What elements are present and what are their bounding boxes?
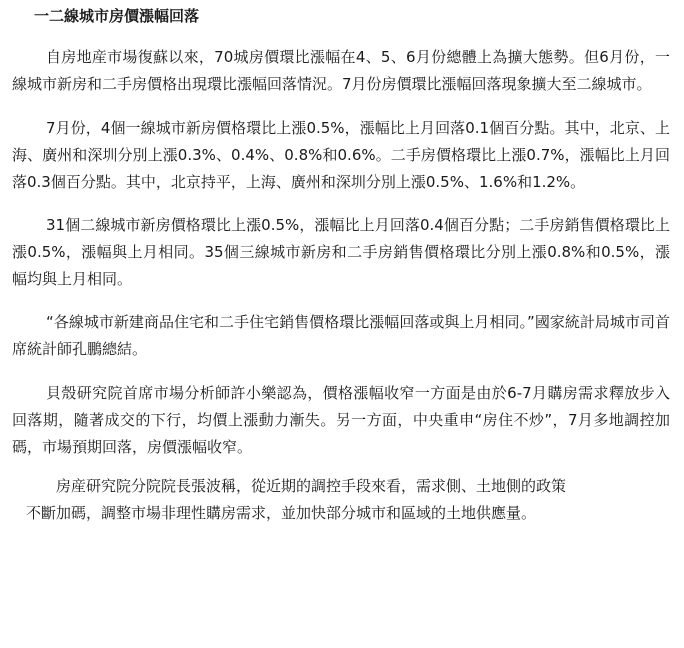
- paragraph-tier2-tier3-cities: 31個二線城市新房價格環比上漲0.5%，漲幅比上月回落0.4個百分點；二手房銷售價格環比上漲0.5%，漲幅與上月相同。35個三線城市新房和二手房銷售價格環比分別上漲0.8%和0.5%，漲幅均與上月相同。: [12, 216, 670, 288]
- article-heading: 一二線城市房價漲幅回落: [34, 7, 200, 25]
- paragraph-statistics-quote: “各線城市新建商品住宅和二手住宅銷售價格環比漲幅回落或與上月相同。”國家統計局城市司首席統計師孔鵬總結。: [12, 313, 670, 358]
- paragraph-analyst-opinion: 貝殼研究院首席市場分析師許小樂認為，價格漲幅收窄一方面是由於6-7月購房需求釋放步入回落期，隨著成交的下行，均價上漲動力漸失。另一方面，中央重申“房住不炒”，7月多地調控加碼，市場預期回落，房價漲幅收窄。: [12, 384, 670, 456]
- paragraph-recovery-overview: 自房地産市場復蘇以來，70城房價環比漲幅在4、5、6月份總體上為擴大態勢。但6月份，一線城市新房和二手房價格出現環比漲幅回落情況。7月份房價環比漲幅回落現象擴大至二線城市。: [12, 48, 670, 93]
- paragraph-policy-line2: 不斷加碼，調整市場非理性購房需求，並加快部分城市和區域的土地供應量。: [26, 504, 537, 522]
- paragraph-policy-line1: 房産研究院分院院長張波稱，從近期的調控手段來看，需求側、土地側的政策: [56, 477, 567, 495]
- paragraph-tier1-cities: 7月份，4個一線城市新房價格環比上漲0.5%，漲幅比上月回落0.1個百分點。其中，北京、上海、廣州和深圳分別上漲0.3%、0.4%、0.8%和0.6%。二手房價格環比上漲0.7%，漲幅比上月回落0.3個百分點。其中，北京持平，上海、廣州和深圳分別上漲0.5%、1.6%和1.2%。: [12, 119, 670, 191]
